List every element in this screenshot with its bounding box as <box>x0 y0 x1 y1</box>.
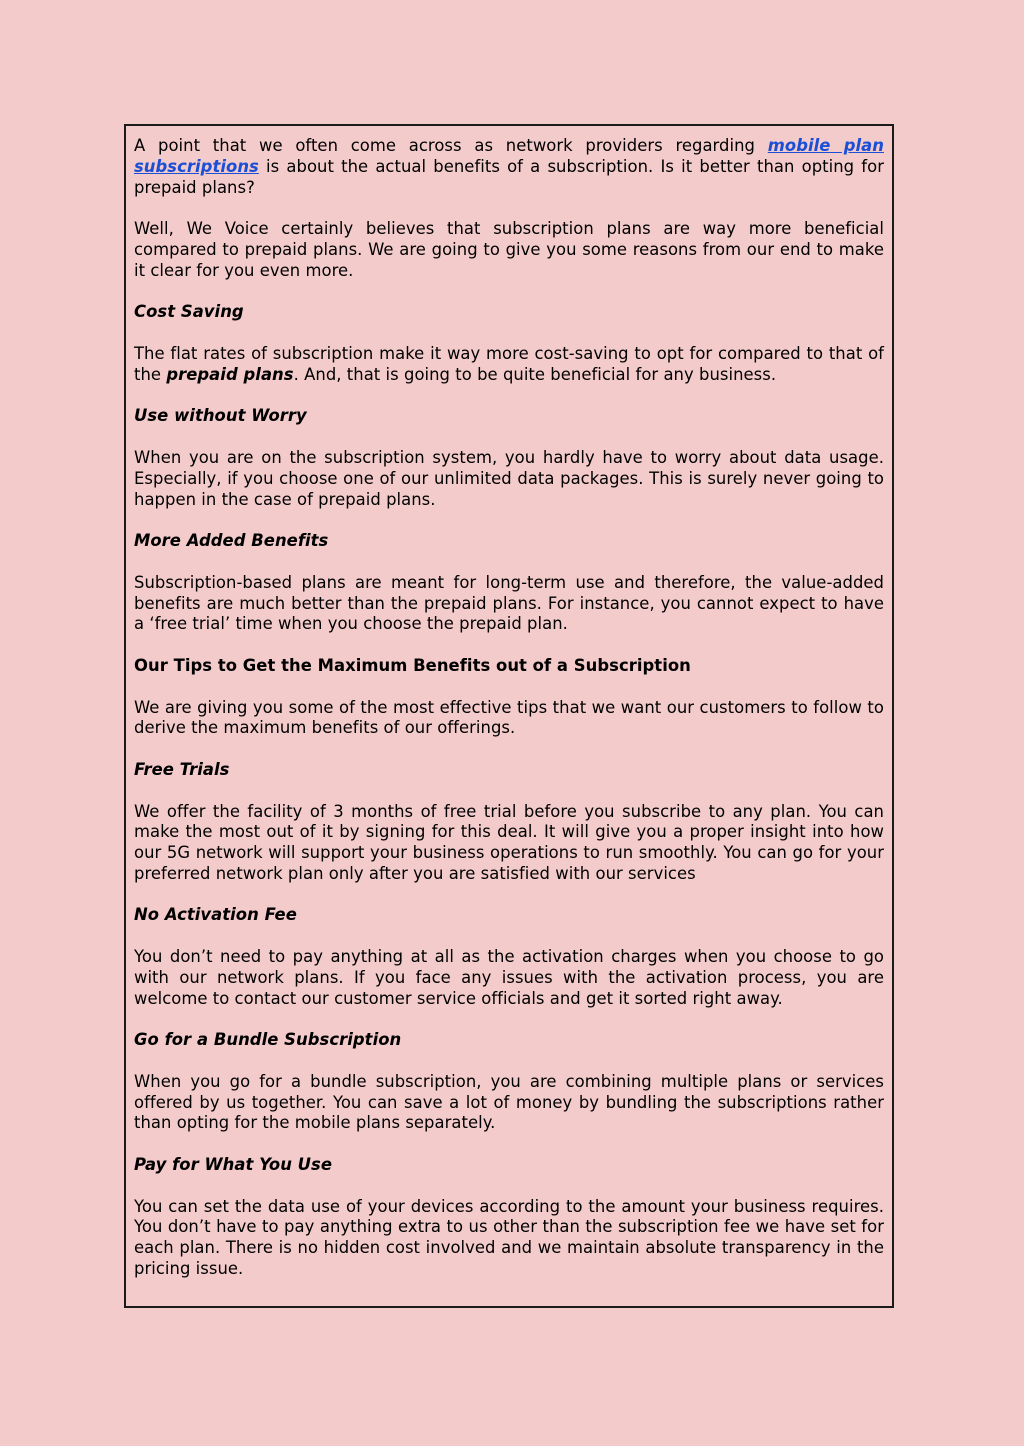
intro-paragraph <box>134 136 884 198</box>
more-added-benefits-heading: More Added Benefits <box>134 531 329 551</box>
pay-for-use-paragraph: You can set the data use of your devices according to the amount your business requires. You don’t have to pay anything extra to us other than the subscription fee we have set for each plan. There is no hidden cost involved and we maintain absolute transparency in the pricing issue. <box>134 1196 884 1279</box>
cost-saving-heading: Cost Saving <box>134 302 244 322</box>
intro-text-before: A point that we often come across as network providers regarding <box>134 136 768 155</box>
use-without-worry-heading: Use without Worry <box>134 406 307 426</box>
document-frame <box>124 124 894 1308</box>
free-trials-paragraph: We offer the facility of 3 months of free trial before you subscribe to any plan. You can make the most out of it by signing for this deal. It will give you a proper insight into how our 5G network will support your business operations to run smoothly. You can go for your preferred network plan only after you are satisfied with our services <box>134 801 884 883</box>
use-without-worry-paragraph: When you are on the subscription system, you hardly have to worry about data usage. Especially, if you choose one of our unlimited data packages. This is surely never going to happen in the case of prepaid plans. <box>134 447 884 509</box>
no-activation-fee-heading: No Activation Fee <box>134 905 297 925</box>
prepaid-plans-emphasis: prepaid plans <box>166 364 294 384</box>
intro-text-after: is about the actual benefits of a subscription. Is it better than opting for prepaid plans? <box>134 156 884 197</box>
pay-for-use-heading: Pay for What You Use <box>134 1155 333 1175</box>
bundle-subscription-paragraph: When you go for a bundle subscription, you are combining multiple plans or services offered by us together. You can save a lot of money by bundling the subscriptions rather than opting for the mobile plans separately. <box>134 1071 884 1133</box>
mobile-plan-subscriptions-link[interactable]: mobile plan subscriptions <box>134 136 884 176</box>
tips-heading: Our Tips to Get the Maximum Benefits out of a Subscription <box>134 655 691 675</box>
cost-saving-text-after: . And, that is going to be quite beneficial for any business. <box>293 364 777 384</box>
free-trials-heading: Free Trials <box>134 759 230 779</box>
bundle-subscription-heading: Go for a Bundle Subscription <box>134 1030 402 1050</box>
cost-saving-paragraph <box>134 344 884 386</box>
no-activation-fee-paragraph: You don’t need to pay anything at all as the activation charges when you choose to go with our network plans. If you face any issues with the activation process, you are welcome to contact our customer service officials and get it sorted right away. <box>134 947 884 1008</box>
cost-saving-text-before: The flat rates of subscription make it way more cost-saving to opt for compared to that of the <box>134 343 884 384</box>
more-added-benefits-paragraph: Subscription-based plans are meant for long-term use and therefore, the value-added benefits are much better than the prepaid plans. For instance, you cannot expect to have a ‘free trial’ time when you choose the prepaid plan. <box>134 572 884 634</box>
tips-paragraph: We are giving you some of the most effective tips that we want our customers to follow to derive the maximum benefits of our offerings. <box>134 697 884 738</box>
well-paragraph: Well, We Voice certainly believes that subscription plans are way more beneficial compared to prepaid plans. We are going to give you some reasons from our end to make it clear for you even more. <box>134 219 884 280</box>
